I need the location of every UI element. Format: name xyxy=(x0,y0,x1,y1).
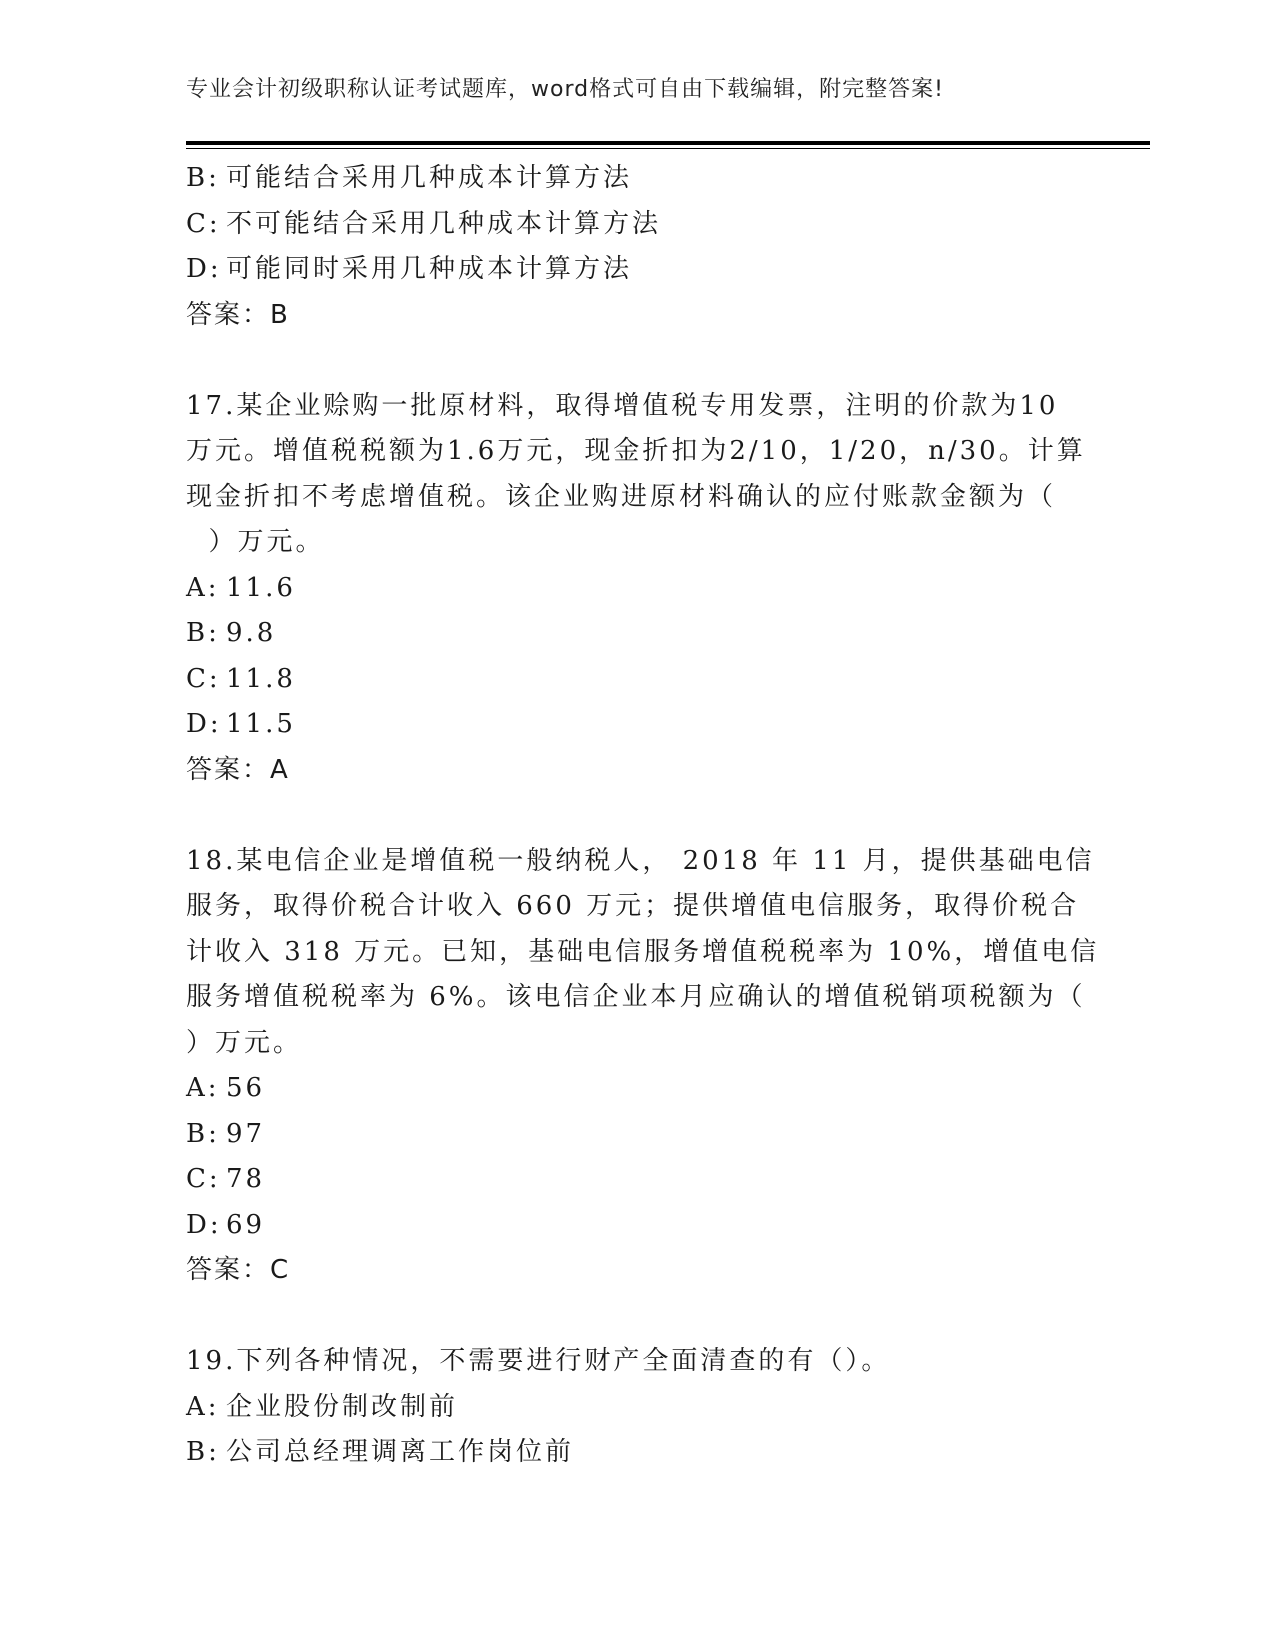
option-text: 78 xyxy=(226,1164,266,1194)
question-stem-line: 18.某电信企业是增值税一般纳税人， 2018 年 11 月，提供基础电信 xyxy=(186,845,1095,876)
question-stem-line: 计收入 318 万元。已知，基础电信服务增值税税率为 10%，增值电信 xyxy=(186,936,1100,967)
spacer xyxy=(186,338,1066,384)
option-b xyxy=(186,156,1066,202)
option-text: 不可能结合采用几种成本计算方法 xyxy=(226,208,662,239)
option-d xyxy=(186,247,1066,293)
option-b xyxy=(186,1430,1066,1476)
header-rule-thick xyxy=(186,141,1150,145)
question-stem-line: 19.下列各种情况，不需要进行财产全面清查的有（）。 xyxy=(186,1346,891,1376)
question-stem-line: 17.某企业赊购一批原材料，取得增值税专用发票，注明的价款为10 xyxy=(186,390,1059,421)
option-c xyxy=(186,657,1066,703)
option-b xyxy=(186,611,1066,657)
option-key: B: xyxy=(186,618,220,648)
answer-line: 答案：B xyxy=(186,299,290,330)
option-d xyxy=(186,702,1066,748)
option-key: A: xyxy=(186,1391,220,1422)
question-17 xyxy=(186,384,1086,794)
spacer xyxy=(186,793,1066,839)
question-19 xyxy=(186,1339,1066,1476)
option-text: 9.8 xyxy=(226,618,277,648)
option-key: B: xyxy=(186,163,220,193)
question-stem-line: 万元。增值税税额为1.6万元，现金折扣为2/10，1/20，n/30。计算 xyxy=(186,436,1086,466)
option-key: D: xyxy=(186,1209,222,1240)
question-stem-line: ）万元。 xyxy=(186,527,325,557)
option-text: 97 xyxy=(226,1118,266,1149)
question-18 xyxy=(186,839,1100,1294)
option-key: B: xyxy=(186,1437,220,1467)
option-text: 公司总经理调离工作岗位前 xyxy=(226,1437,575,1467)
option-d xyxy=(186,1203,1066,1249)
option-key: C: xyxy=(186,663,221,694)
question-stem-line: 服务增值税税率为 6%。该电信企业本月应确认的增值税销项税额为（ xyxy=(186,982,1086,1012)
option-key: C: xyxy=(186,208,221,239)
question-stem-line: 现金折扣不考虑增值税。该企业购进原材料确认的应付账款金额为（ xyxy=(186,481,1057,512)
answer-line: 答案：C xyxy=(186,1255,291,1285)
option-text: 企业股份制改制前 xyxy=(226,1391,459,1422)
option-text: 11.8 xyxy=(226,663,296,694)
question-stem-line: ）万元。 xyxy=(186,1027,303,1058)
option-text: 可能同时采用几种成本计算方法 xyxy=(226,254,633,284)
option-text: 56 xyxy=(226,1073,266,1103)
option-text: 可能结合采用几种成本计算方法 xyxy=(226,163,633,193)
option-a xyxy=(186,1066,1066,1112)
question-16 xyxy=(186,156,1066,338)
option-b xyxy=(186,1112,1066,1158)
option-key: C: xyxy=(186,1164,221,1194)
option-key: B: xyxy=(186,1118,220,1149)
option-key: D: xyxy=(186,709,222,739)
option-key: D: xyxy=(186,254,222,284)
option-key: A: xyxy=(186,572,220,603)
spacer xyxy=(186,1294,1066,1340)
option-text: 11.6 xyxy=(226,572,296,603)
option-c xyxy=(186,202,1066,248)
option-text: 11.5 xyxy=(226,709,296,739)
option-text: 69 xyxy=(226,1209,266,1240)
question-content xyxy=(186,156,1100,1476)
option-key: A: xyxy=(186,1073,220,1103)
question-stem-line: 服务，取得价税合计收入 660 万元；提供增值电信服务，取得价税合 xyxy=(186,891,1080,921)
page-header: 专业会计初级职称认证考试题库，word格式可自由下载编辑，附完整答案! xyxy=(186,77,944,102)
answer-line: 答案：A xyxy=(186,754,290,785)
option-c xyxy=(186,1157,1066,1203)
option-a xyxy=(186,566,1066,612)
option-a xyxy=(186,1385,1066,1431)
header-rule-thin xyxy=(186,148,1150,149)
